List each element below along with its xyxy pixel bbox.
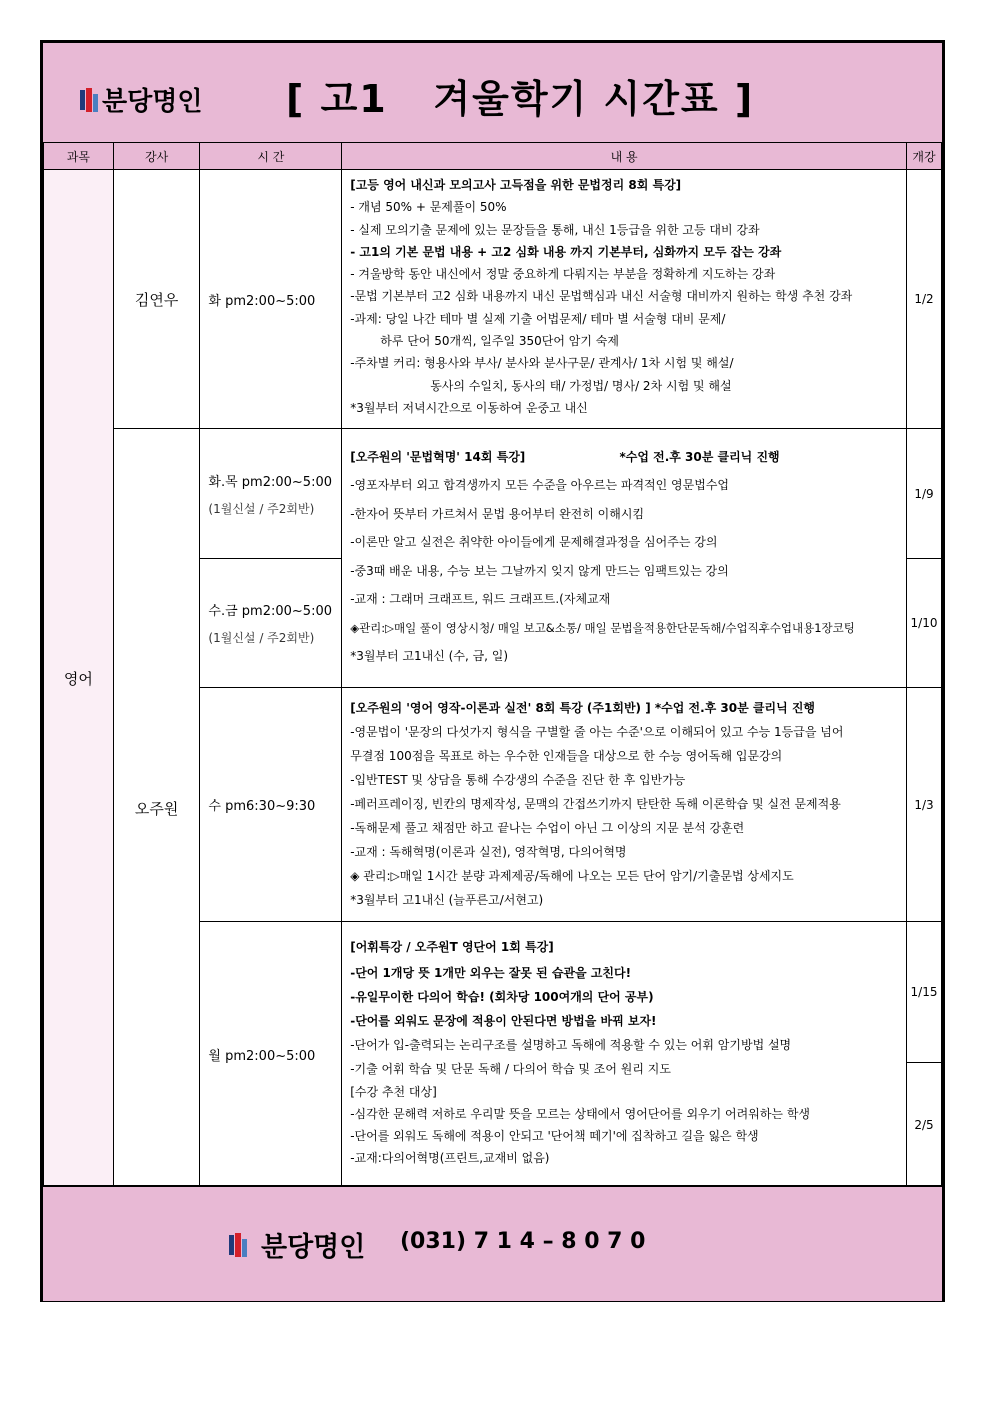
phone-number: (031) 7 1 4 – 8 0 7 0 xyxy=(400,1229,646,1254)
time-cell xyxy=(200,429,342,559)
logo-icon xyxy=(80,88,98,112)
start-date: 1/9 xyxy=(907,429,942,559)
content-cell xyxy=(342,170,907,429)
content-line: ◈ 관리:▷매일 1시간 분량 과제제공/독해에 나오는 모든 단어 암기/기출문법 상세지도 xyxy=(350,869,794,883)
header-logo xyxy=(80,81,202,118)
content-line: - 실제 모의기출 문제에 있는 문장들을 통해, 내신 1등급을 위한 고등 대비 강좌 xyxy=(350,222,760,237)
time-cell xyxy=(200,559,342,688)
content-line: - 고1의 기본 문법 내용 + 고2 심화 내용 까지 기본부터, 심화까지 모두 잡는 강좌 xyxy=(350,244,782,259)
content-line: 하루 단어 50개씩, 일주일 350단어 암기 숙제 xyxy=(380,334,619,349)
content-line: -기출 어휘 학습 및 단문 독해 / 다의어 학습 및 조어 원리 지도 xyxy=(350,1062,671,1076)
content-line: -이론만 알고 실전은 취약한 아이들에게 문제해결과정을 심어주는 강의 xyxy=(350,535,718,549)
start-date: 1/2 xyxy=(907,170,942,429)
col-time: 시 간 xyxy=(200,143,342,170)
time-cell: 화 pm2:00~5:00 xyxy=(200,170,342,429)
teacher-cell: 김연우 xyxy=(113,170,200,429)
course-title-text: [오주원의 '문법혁명' 14회 특강] xyxy=(350,450,526,464)
timetable-frame xyxy=(40,40,945,1302)
content-line: -영문법이 '문장의 다섯가지 형식을 구별할 줄 아는 수준'으로 이해되어 있고 수능 1등급을 넘어 xyxy=(350,725,844,739)
content-line: -단어를 외워도 문장에 적용이 안된다면 방법을 바꿔 보자! xyxy=(350,1014,657,1028)
timetable xyxy=(43,142,942,1188)
content-line: -페러프레이징, 빈칸의 명제작성, 문맥의 간접쓰기까지 탄탄한 독해 이론학습 및 실전 문제적용 xyxy=(350,797,841,811)
subject-cell: 영어 xyxy=(44,170,114,1188)
content-line: -심각한 문해력 저하로 우리말 뜻을 모르는 상태에서 영어단어를 외우기 어려워하는 학생 xyxy=(350,1107,811,1121)
course-title: [어휘특강 / 오주원T 영단어 1회 특강] xyxy=(350,940,554,954)
content-line: -교재 : 독해혁명(이론과 실전), 영작혁명, 다의어혁명 xyxy=(350,845,627,859)
content-line: -과제: 당일 나간 테마 별 실제 기출 어법문제/ 테마 별 서술형 대비 문제/ xyxy=(350,311,726,326)
time-note: (1월신설 / 주2회반) xyxy=(208,501,315,516)
content-line: - 개념 50% + 문제풀이 50% xyxy=(350,200,507,215)
col-teacher: 강사 xyxy=(113,143,200,170)
content-line: ◈관리:▷매일 풀이 영상시청/ 매일 보고&소통/ 매일 문법을적용한단문독해/수업직후수업내용1장코팅 xyxy=(350,620,855,635)
content-line: -문법 기본부터 고2 심화 내용까지 내신 문법핵심과 내신 서술형 대비까지 원하는 학생 추천 강좌 xyxy=(350,289,853,304)
content-line: -단어가 입-출력되는 논리구조를 설명하고 독해에 적용할 수 있는 어휘 암기방법 설명 xyxy=(350,1038,792,1052)
content-line: -교재 : 그래머 크래프트, 워드 크래프트.(자체교재 xyxy=(350,592,611,606)
content-line: [수강 추천 대상] xyxy=(350,1085,437,1099)
content-line: -한자어 뜻부터 가르쳐서 문법 용어부터 완전히 이해시킴 xyxy=(350,506,645,521)
start-date: 1/10 xyxy=(907,559,942,688)
content-cell xyxy=(342,922,907,1188)
col-start: 개강 xyxy=(907,143,942,170)
content-cell xyxy=(342,429,907,688)
start-date: 1/15 xyxy=(907,922,942,1063)
start-date: 2/5 xyxy=(907,1063,942,1188)
start-date: 1/3 xyxy=(907,688,942,922)
content-cell xyxy=(342,688,907,922)
content-line: -단어 1개당 뜻 1개만 외우는 잘못 된 습관을 고친다! xyxy=(350,966,632,980)
time-text: 수.금 pm2:00~5:00 xyxy=(208,604,332,619)
course-title xyxy=(350,443,898,471)
time-note: (1월신설 / 주2회반) xyxy=(208,631,315,645)
header xyxy=(43,43,942,144)
content-line: -주차별 커리: 형용사와 부사/ 분사와 분사구문/ 관계사/ 1차 시험 및 해설/ xyxy=(350,356,734,371)
col-subject: 과목 xyxy=(44,143,114,170)
content-line: -입반TEST 및 상담을 통해 수강생의 수준을 진단 한 후 입반가능 xyxy=(350,773,686,787)
content-line: *3월부터 저녁시간으로 이동하여 운중고 내신 xyxy=(350,400,588,415)
footer-logo xyxy=(229,1225,365,1264)
content-line: - 겨울방학 동안 내신에서 정말 중요하게 다뤄지는 부분을 정확하게 지도하는 강좌 xyxy=(350,267,776,282)
content-line: -유일무이한 다의어 학습! (회차당 100여개의 단어 공부) xyxy=(350,990,654,1004)
logo-text: 분당명인 xyxy=(102,87,203,117)
time-cell: 월 pm2:00~5:00 xyxy=(200,922,342,1188)
col-content: 내 용 xyxy=(342,143,907,170)
content-line: *3월부터 고1내신 (수, 금, 일) xyxy=(350,649,509,663)
content-line: -독해문제 풀고 채점만 하고 끝나는 수업이 아닌 그 이상의 지문 분석 강훈련 xyxy=(350,821,745,835)
content-line: -교재:다의어혁명(프린트,교재비 없음) xyxy=(350,1151,550,1165)
content-line: 무결점 100점을 목표로 하는 우수한 인재들을 대상으로 한 수능 영어독해 입문강의 xyxy=(350,749,783,763)
logo-icon xyxy=(229,1233,247,1257)
content-line: -중3때 배운 내용, 수능 보는 그날까지 잊지 않게 만드는 임팩트있는 강의 xyxy=(350,563,729,578)
course-title: [고등 영어 내신과 모의고사 고득점을 위한 문법정리 8회 특강] xyxy=(350,178,682,192)
page-title: [ 고1 겨울학기 시간표 ] xyxy=(286,77,755,121)
content-line: -단어를 외워도 독해에 적용이 안되고 '단어책 떼기'에 집착하고 길을 잃은 학생 xyxy=(350,1129,759,1143)
time-cell: 수 pm6:30~9:30 xyxy=(200,688,342,922)
footer xyxy=(43,1185,942,1301)
time-text: 화.목 pm2:00~5:00 xyxy=(208,474,332,490)
course-title: [오주원의 '영어 영작-이론과 실전' 8회 특강 (주1회반) ] *수업 전.후 30분 클리닉 진행 xyxy=(350,701,816,715)
content-line: *3월부터 고1내신 (늘푸른고/서현고) xyxy=(350,893,544,907)
content-line: -영포자부터 외고 합격생까지 모든 수준을 아우르는 파격적인 영문법수업 xyxy=(350,478,730,492)
logo-text: 분당명인 xyxy=(261,1232,366,1263)
content-line: 동사의 수일치, 동사의 태/ 가정법/ 명사/ 2차 시험 및 해설 xyxy=(430,378,732,393)
teacher-cell: 오주원 xyxy=(113,429,200,1188)
clinic-note: *수업 전.후 30분 클리닉 진행 xyxy=(619,450,780,464)
